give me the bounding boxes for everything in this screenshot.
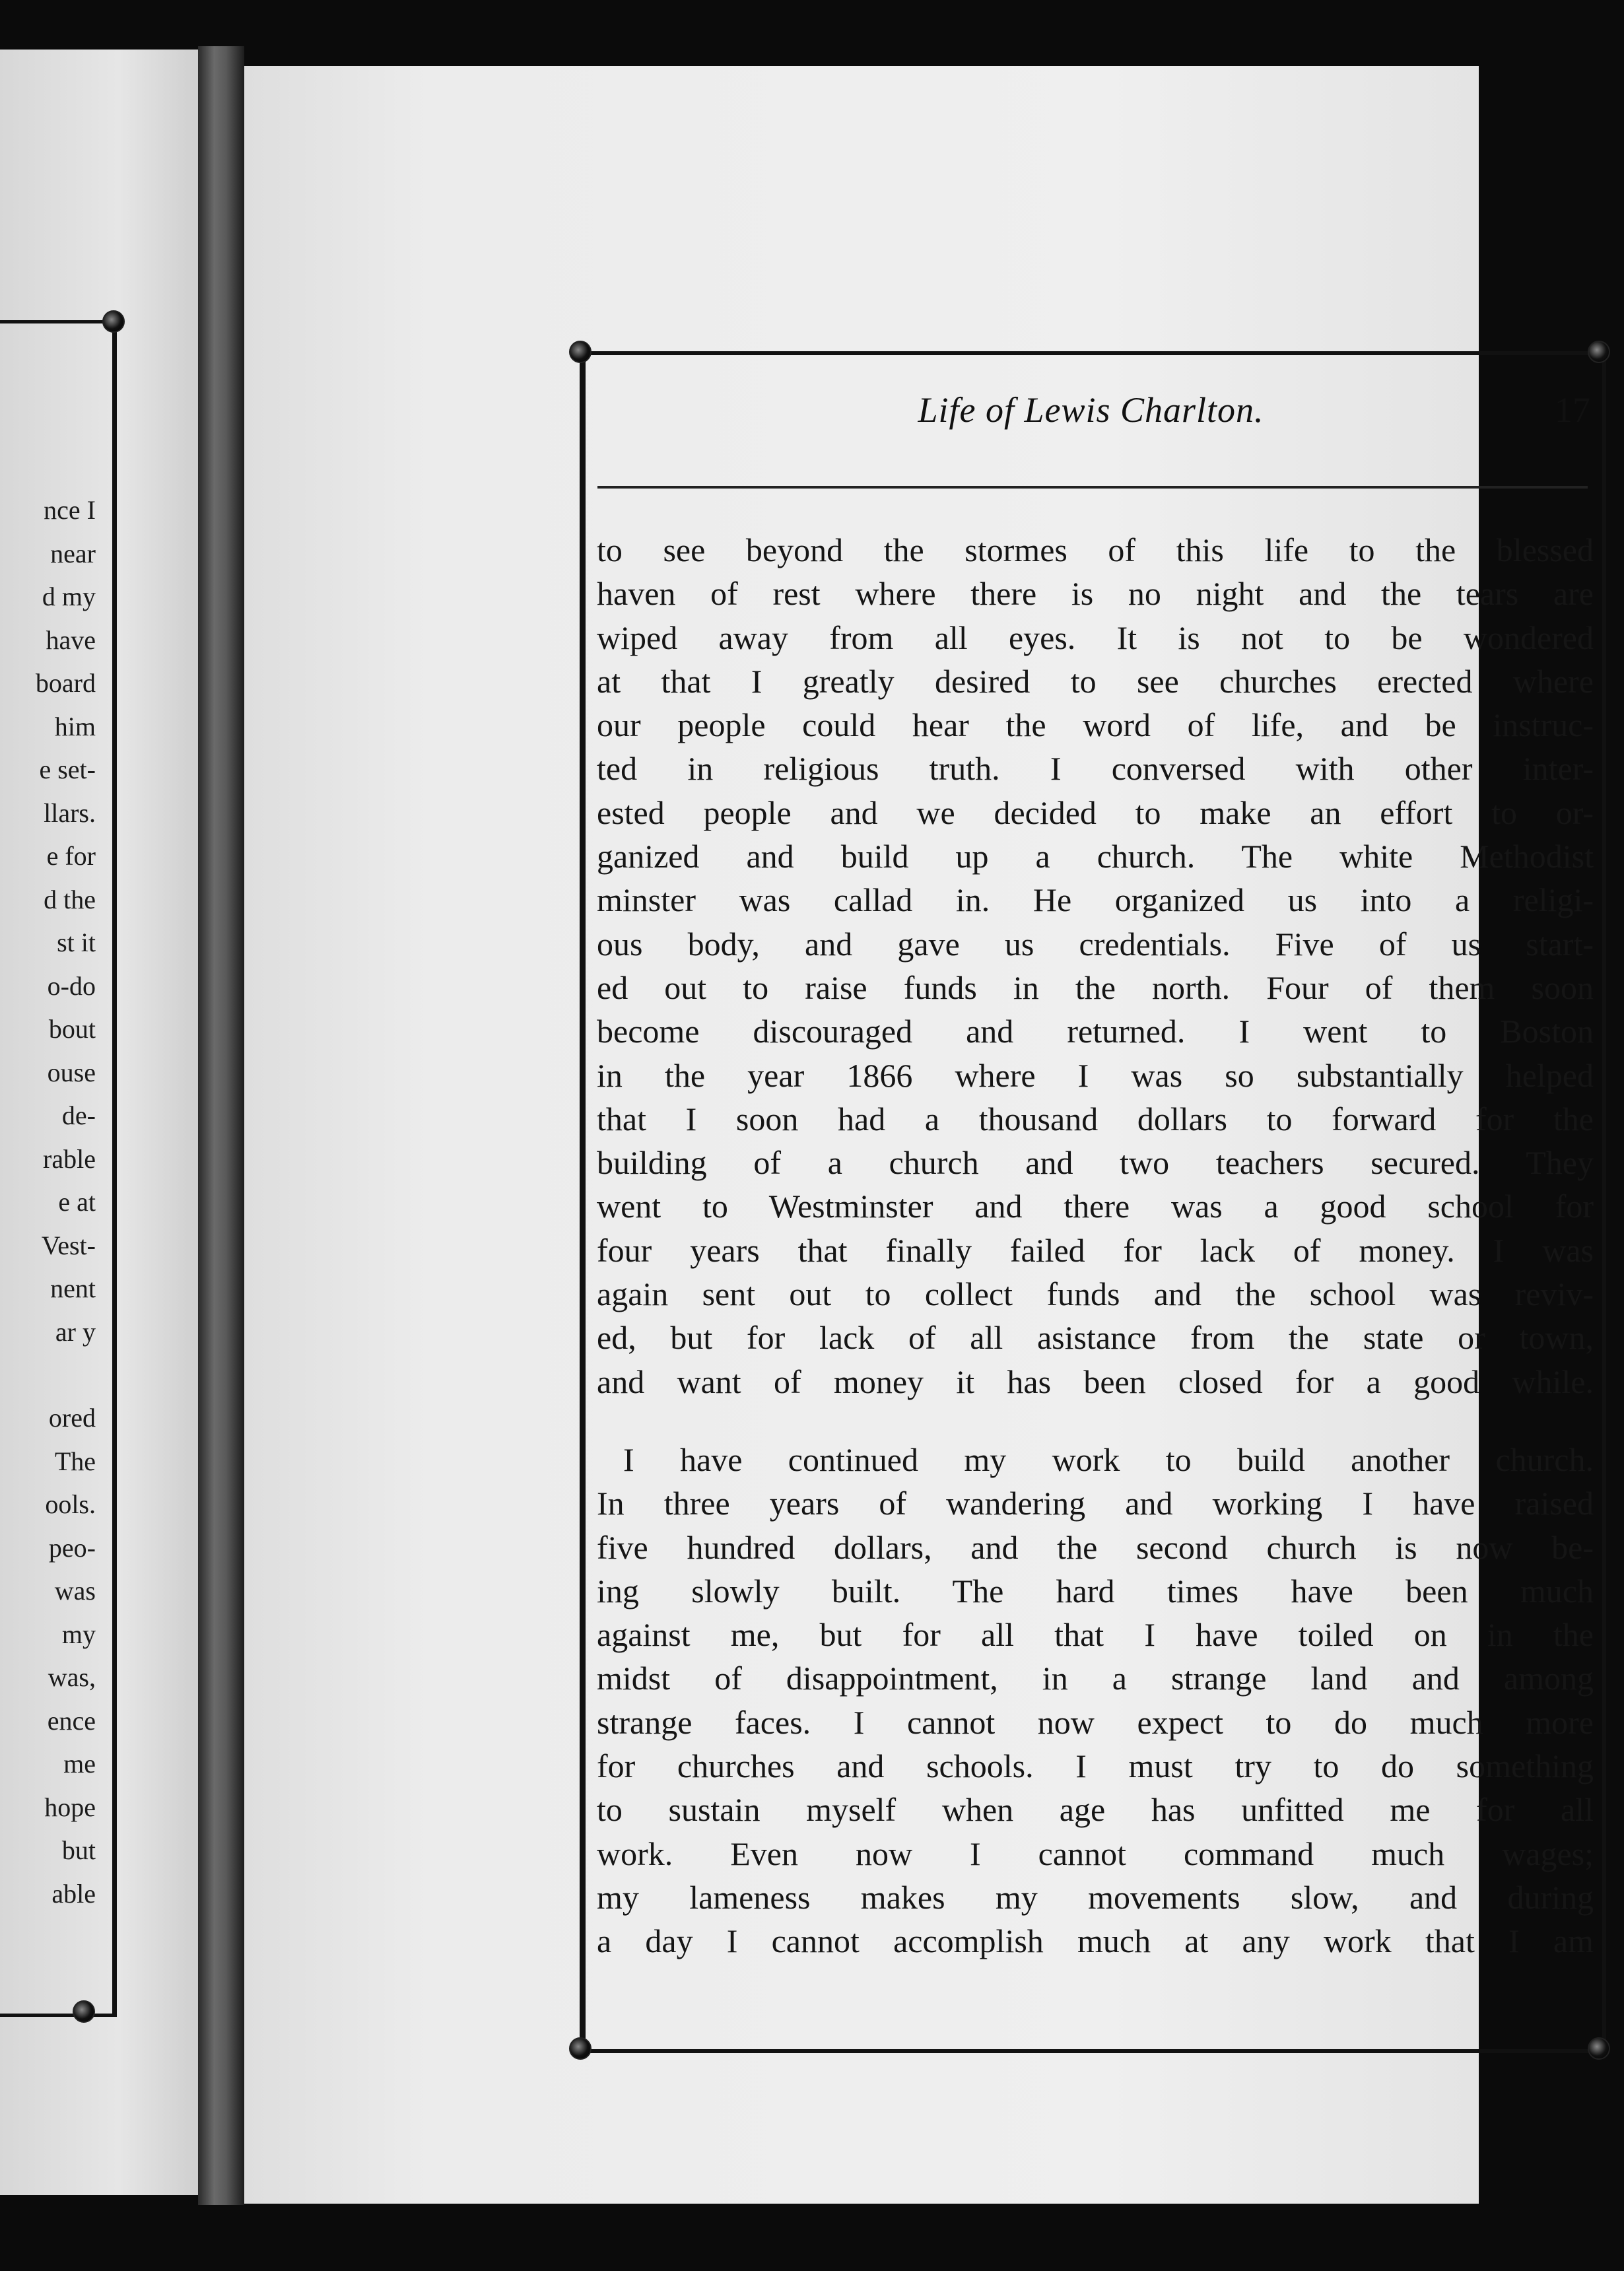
text-line: went to Westminster and there was a good school for [597, 1188, 1594, 1225]
frame-corner-ornament [569, 341, 592, 363]
previous-page-line: me [63, 1749, 96, 1779]
text-line: to sustain myself when age has unfitted me for all [597, 1791, 1594, 1829]
header-rule [597, 486, 1588, 489]
body-text [597, 528, 1594, 1963]
previous-page-line: llars. [44, 797, 96, 828]
text-line: and want of money it has been closed for a good while. [597, 1363, 1594, 1400]
previous-page-line: st it [57, 928, 96, 957]
previous-page-line: ar y [55, 1316, 96, 1347]
frame-corner-ornament [102, 310, 125, 333]
previous-page-line: have [46, 625, 96, 655]
frame-corner-ornament [1588, 2037, 1610, 2060]
paragraph-gap [597, 1404, 1594, 1438]
running-title: Life of Lewis Charlton. [918, 390, 1264, 430]
previous-page-line: e set- [39, 755, 96, 784]
text-line: ganized and build up a church. The white Methodist [597, 838, 1594, 875]
paragraph [597, 528, 1594, 1404]
paragraph [597, 1438, 1594, 1963]
previous-page-line: ored [48, 1403, 96, 1433]
previous-page-line: hope [44, 1792, 96, 1822]
previous-page-line: nce I [44, 495, 96, 525]
previous-page-line: nent [50, 1273, 96, 1303]
text-line: ted in religious truth. I conversed with other inter- [597, 750, 1594, 788]
previous-page-line: my [61, 1619, 96, 1649]
previous-page-line: rable [43, 1143, 96, 1174]
previous-page-line: e at [58, 1187, 96, 1217]
text-line: midst of disappointment, in a strange land and among [597, 1660, 1594, 1697]
previous-page-line: board [35, 668, 96, 698]
text-line: ed, but for lack of all asistance from the state or town, [597, 1319, 1594, 1357]
previous-page-line: de- [61, 1101, 96, 1130]
text-line: become discouraged and returned. I went to Boston [597, 1013, 1594, 1050]
text-line: ing slowly built. The hard times have been much [597, 1572, 1594, 1610]
text-line: work. Even now I cannot command much wages; [597, 1835, 1594, 1872]
text-line: wiped away from all eyes. It is not to be wondered [597, 619, 1594, 656]
previous-page-line: able [51, 1878, 96, 1909]
previous-page-line: ools. [45, 1489, 96, 1519]
previous-page-line: Vest- [41, 1230, 96, 1260]
previous-page-line: was [54, 1576, 96, 1606]
previous-page-line: The [54, 1446, 96, 1476]
previous-page-line: d the [44, 884, 96, 914]
text-line: again sent out to collect funds and the school was reviv- [597, 1275, 1594, 1313]
text-line: a day I cannot accomplish much at any work that I am [597, 1922, 1594, 1960]
book-spine [198, 46, 244, 2205]
text-line: ed out to raise funds in the north. Four of them soon [597, 968, 1594, 1006]
text-line: to see beyond the stormes of this life to the blessed [597, 531, 1594, 568]
text-line: against me, but for all that I have toiled on in the [597, 1616, 1594, 1654]
previous-page-line: near [50, 538, 96, 568]
text-line: four years that finally failed for lack of money. I was [597, 1231, 1594, 1269]
text-line: minster was callad in. He organized us into a religi- [597, 881, 1594, 919]
text-line: that I soon had a thousand dollars to forward for the [597, 1100, 1594, 1137]
previous-page-line: was, [48, 1662, 96, 1692]
previous-page-line: o-do [47, 970, 96, 1001]
text-line: for churches and schools. I must try to do something [597, 1747, 1594, 1785]
previous-page [0, 50, 198, 2195]
text-line: strange faces. I cannot now expect to do much more [597, 1703, 1594, 1741]
text-line: at that I greatly desired to see churches erected where [597, 662, 1594, 700]
text-line: In three years of wandering and working I have raised [597, 1485, 1594, 1522]
text-line: in the year 1866 where I was so substantially helped [597, 1056, 1594, 1094]
text-line: ested people and we decided to make an effort to or- [597, 794, 1594, 831]
text-line: our people could hear the word of life, and be instruc- [597, 706, 1594, 744]
previous-page-line: him [54, 711, 96, 741]
text-line: I have continued my work to build another church. [623, 1441, 1594, 1478]
text-line: building of a church and two teachers secured. They [597, 1144, 1594, 1182]
frame-corner-ornament [73, 2000, 95, 2023]
previous-page-line [0, 1353, 96, 1396]
previous-page-line: but [61, 1835, 96, 1865]
previous-page-text [0, 489, 96, 1915]
running-header [580, 390, 1602, 442]
frame-corner-ornament [569, 2037, 592, 2060]
text-line: my lameness makes my movements slow, and during [597, 1878, 1594, 1916]
previous-page-line: ence [47, 1705, 96, 1736]
frame-corner-ornament [1588, 341, 1610, 363]
previous-page-line: peo- [48, 1532, 96, 1563]
previous-page-line: ouse [47, 1057, 96, 1087]
text-line: five hundred dollars, and the second church is now be- [597, 1528, 1594, 1566]
text-line: ous body, and gave us credentials. Five of us start- [597, 925, 1594, 963]
previous-page-line: e for [46, 841, 96, 871]
previous-page-line: bout [48, 1014, 96, 1044]
previous-page-line: d my [42, 582, 96, 611]
text-line: haven of rest where there is no night and the tears are [597, 575, 1594, 613]
book-page [244, 66, 1594, 2204]
page-number: 17 [1555, 390, 1590, 430]
